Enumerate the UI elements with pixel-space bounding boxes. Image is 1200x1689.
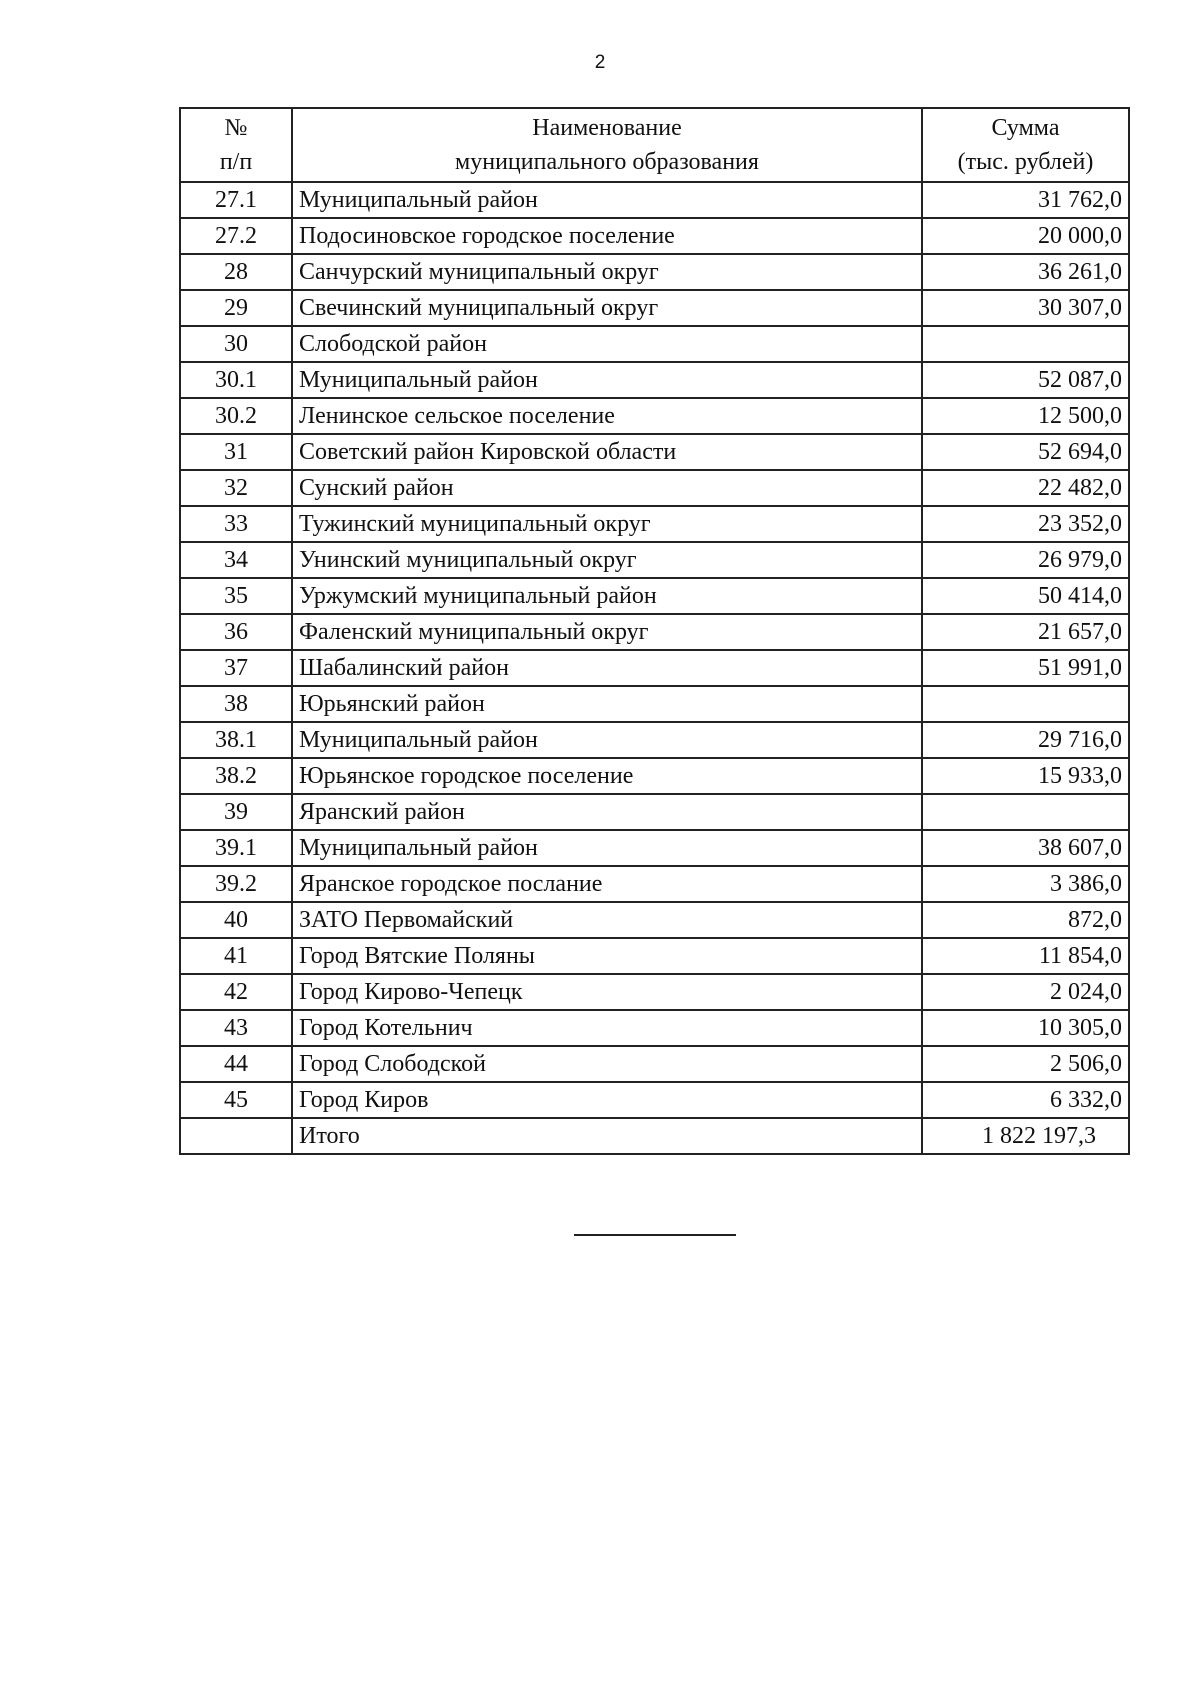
row-sum: 23 352,0 (922, 506, 1129, 542)
row-name: Муниципальный район (292, 362, 922, 398)
row-sum: 2 506,0 (922, 1046, 1129, 1082)
table-row (180, 974, 1129, 1010)
row-number: 31 (180, 434, 292, 470)
row-sum: 20 000,0 (922, 218, 1129, 254)
row-name: Юрьянский район (292, 686, 922, 722)
total-row (180, 1118, 1129, 1154)
table-row (180, 1010, 1129, 1046)
table-row (180, 866, 1129, 902)
row-sum: 30 307,0 (922, 290, 1129, 326)
row-sum: 26 979,0 (922, 542, 1129, 578)
row-sum: 12 500,0 (922, 398, 1129, 434)
row-sum: 50 414,0 (922, 578, 1129, 614)
row-name: Тужинский муниципальный округ (292, 506, 922, 542)
header-name-line1: Наименование (532, 115, 682, 141)
row-sum: 872,0 (922, 902, 1129, 938)
row-number: 34 (180, 542, 292, 578)
table-row (180, 362, 1129, 398)
row-number: 30.2 (180, 398, 292, 434)
row-number: 30.1 (180, 362, 292, 398)
row-sum: 2 024,0 (922, 974, 1129, 1010)
row-sum (922, 794, 1129, 830)
row-name: Уржумский муниципальный район (292, 578, 922, 614)
row-sum: 36 261,0 (922, 254, 1129, 290)
table-row (180, 938, 1129, 974)
row-sum: 52 694,0 (922, 434, 1129, 470)
row-name: Яранское городское послание (292, 866, 922, 902)
row-sum: 3 386,0 (922, 866, 1129, 902)
row-sum (922, 326, 1129, 362)
row-name: Подосиновское городское поселение (292, 218, 922, 254)
table-row (180, 398, 1129, 434)
table-row (180, 218, 1129, 254)
table-row (180, 794, 1129, 830)
row-sum: 22 482,0 (922, 470, 1129, 506)
table-row (180, 506, 1129, 542)
row-sum: 15 933,0 (922, 758, 1129, 794)
table-row (180, 758, 1129, 794)
table-row (180, 722, 1129, 758)
row-name: ЗАТО Первомайский (292, 902, 922, 938)
row-name: Город Котельнич (292, 1010, 922, 1046)
row-name: Шабалинский район (292, 650, 922, 686)
row-sum: 10 305,0 (922, 1010, 1129, 1046)
table-row (180, 290, 1129, 326)
row-number: 27.1 (180, 182, 292, 218)
row-number: 33 (180, 506, 292, 542)
row-sum: 6 332,0 (922, 1082, 1129, 1118)
header-sum-line2: (тыс. рублей) (957, 149, 1094, 175)
header-sum-line1: Сумма (991, 115, 1060, 141)
row-name: Муниципальный район (292, 830, 922, 866)
row-number: 42 (180, 974, 292, 1010)
row-name: Слободской район (292, 326, 922, 362)
row-sum: 31 762,0 (922, 182, 1129, 218)
row-name: Фаленский муниципальный округ (292, 614, 922, 650)
row-name: Юрьянское городское поселение (292, 758, 922, 794)
row-name: Ленинское сельское поселение (292, 398, 922, 434)
row-number: 28 (180, 254, 292, 290)
row-number: 35 (180, 578, 292, 614)
table-row (180, 434, 1129, 470)
end-rule (574, 1234, 736, 1236)
table-row (180, 902, 1129, 938)
table-row (180, 542, 1129, 578)
row-name: Город Киров (292, 1082, 922, 1118)
header-name-line2: муниципального образования (455, 149, 759, 175)
header-number-line1: № (224, 115, 248, 141)
row-number: 37 (180, 650, 292, 686)
table-row (180, 1046, 1129, 1082)
row-sum: 38 607,0 (922, 830, 1129, 866)
table-row (180, 830, 1129, 866)
row-number: 39 (180, 794, 292, 830)
header-sum (922, 108, 1129, 182)
row-sum: 52 087,0 (922, 362, 1129, 398)
table-body (180, 182, 1129, 1154)
row-name: Унинский муниципальный округ (292, 542, 922, 578)
row-name: Санчурский муниципальный округ (292, 254, 922, 290)
header-number-line2: п/п (219, 149, 253, 175)
table-header-row (180, 108, 1129, 182)
row-name: Муниципальный район (292, 722, 922, 758)
total-number (180, 1118, 292, 1154)
row-number: 38 (180, 686, 292, 722)
header-number (180, 108, 292, 182)
total-label: Итого (292, 1118, 922, 1154)
row-name: Яранский район (292, 794, 922, 830)
allocation-table (179, 107, 1130, 1155)
row-sum: 51 991,0 (922, 650, 1129, 686)
row-name: Муниципальный район (292, 182, 922, 218)
row-sum: 29 716,0 (922, 722, 1129, 758)
row-name: Сунский район (292, 470, 922, 506)
row-name: Свечинский муниципальный округ (292, 290, 922, 326)
row-number: 39.2 (180, 866, 292, 902)
row-number: 29 (180, 290, 292, 326)
row-number: 45 (180, 1082, 292, 1118)
row-number: 39.1 (180, 830, 292, 866)
total-sum: 1 822 197,3 (922, 1118, 1129, 1154)
row-name: Город Слободской (292, 1046, 922, 1082)
row-name: Советский район Кировской области (292, 434, 922, 470)
row-sum: 21 657,0 (922, 614, 1129, 650)
row-number: 36 (180, 614, 292, 650)
table-row (180, 578, 1129, 614)
header-name (292, 108, 922, 182)
row-number: 38.1 (180, 722, 292, 758)
table-row (180, 1082, 1129, 1118)
table-row (180, 254, 1129, 290)
row-name: Город Кирово-Чепецк (292, 974, 922, 1010)
row-number: 40 (180, 902, 292, 938)
row-number: 44 (180, 1046, 292, 1082)
table-row (180, 182, 1129, 218)
row-number: 41 (180, 938, 292, 974)
row-name: Город Вятские Поляны (292, 938, 922, 974)
row-number: 30 (180, 326, 292, 362)
table-row (180, 326, 1129, 362)
row-sum (922, 686, 1129, 722)
table-row (180, 614, 1129, 650)
page-number: 2 (594, 52, 606, 73)
table-row (180, 650, 1129, 686)
row-sum: 11 854,0 (922, 938, 1129, 974)
row-number: 38.2 (180, 758, 292, 794)
table-row (180, 686, 1129, 722)
row-number: 27.2 (180, 218, 292, 254)
row-number: 43 (180, 1010, 292, 1046)
row-number: 32 (180, 470, 292, 506)
table-row (180, 470, 1129, 506)
